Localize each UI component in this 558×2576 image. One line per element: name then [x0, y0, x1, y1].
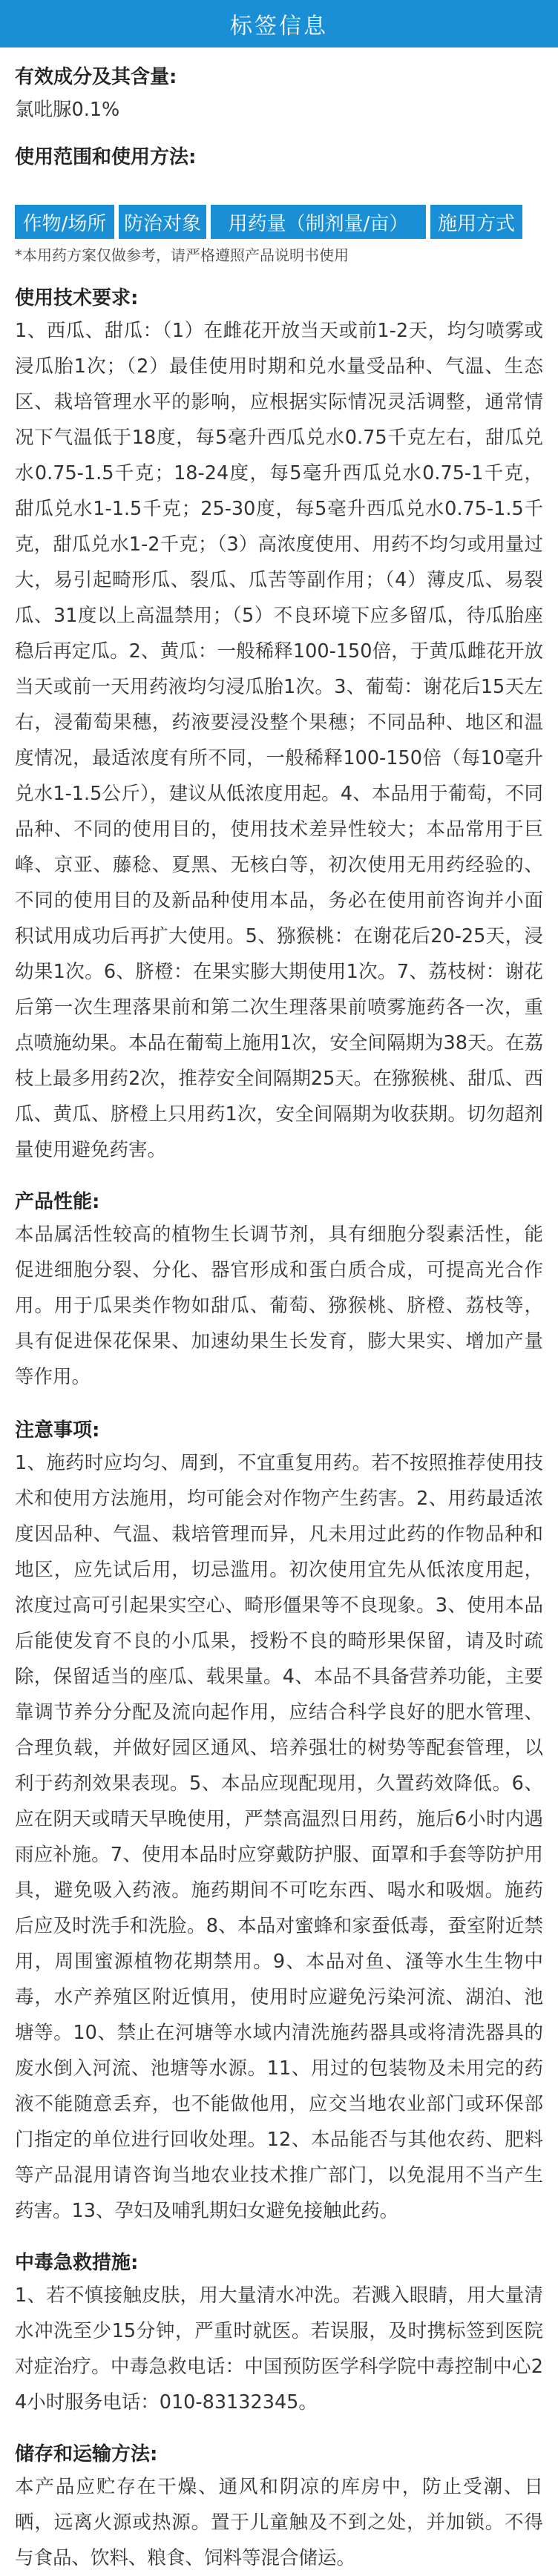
content — [0, 62, 558, 2576]
page-title: 标签信息 — [230, 13, 328, 39]
section-storage-transport — [15, 2439, 543, 2576]
active-ingredient-value: 氯吡脲0.1% — [15, 99, 120, 121]
usage-scope-heading: 使用范围和使用方法: — [15, 146, 197, 168]
usage-table-header — [15, 205, 543, 239]
storage-transport-text: 本产品应贮存在干燥、通风和阴凉的库房中，防止受潮、日晒，远离火源或热源。置于儿童触及不到之处，并加锁。不得与食品、饮料、粮食、饲料等混合储运。 — [15, 2476, 543, 2569]
section-active-ingredient — [15, 62, 543, 128]
usage-header-crop: 作物/场所 — [15, 205, 114, 239]
poisoning-first-aid-heading: 中毒急救措施: — [15, 2252, 139, 2274]
technical-requirements-text: 1、西瓜、甜瓜：（1）在雌花开放当天或前1-2天，均匀喷雾或浸瓜胎1次；（2）最佳使用时期和兑水量受品种、气温、生态区、栽培管理水平的影响，应根据实际情况灵活调整，通常情况下气温低于18度，每5毫升西瓜兑水0.75千克左右，甜瓜兑水0.75-1.5千克；18-24度，每5毫升西瓜兑水0.75-1千克，甜瓜兑水1-1.5千克；25-30度，每5毫升西瓜兑水0.75-1.5千克，甜瓜兑水1-2千克；（3）高浓度使用、用药不均匀或用量过大，易引起畸形瓜、裂瓜、瓜苦等副作用；（4）薄皮瓜、易裂瓜、31度以上高温禁用；（5）不良环境下应多留瓜，待瓜胎座稳后再定瓜。2、黄瓜：一般稀释100-150倍，于黄瓜雌花开放当天或前一天用药液均匀浸瓜胎1次。3、葡萄：谢花后15天左右，浸葡萄果穗，药液要浸没整个果穗；不同品种、地区和温度情况，最适浓度有所不同，一般稀释100-150倍（每10毫升兑水1-1.5公斤），建议从低浓度用起。4、本品用于葡萄，不同品种、不同的使用目的，使用技术差异性较大；本品常用于巨峰、京亚、藤稔、夏黑、无核白等，初次使用无用药经验的、不同的使用目的及新品种使用本品，务必在使用前咨询并小面积试用成功后再扩大使用。5、猕猴桃：在谢花后20-25天，浸幼果1次。6、脐橙：在果实膨大期使用1次。7、荔枝树：谢花后第一次生理落果前和第二次生理落果前喷雾施药各一次，重点喷施幼果。本品在葡萄上施用1次，安全间隔期为38天。在荔枝上最多用药2次，推荐安全间隔期25天。在猕猴桃、甜瓜、西瓜、黄瓜、脐橙上只用药1次，安全间隔期为收获期。切勿超剂量使用避免药害。 — [15, 320, 543, 1161]
usage-header-dosage: 用药量（制剂量/亩） — [211, 205, 426, 239]
section-usage-scope — [15, 142, 543, 269]
active-ingredient-heading: 有效成分及其含量: — [15, 66, 177, 88]
storage-transport-heading: 储存和运输方法: — [15, 2443, 158, 2465]
section-technical-requirements — [15, 283, 543, 1168]
section-poisoning-first-aid — [15, 2248, 543, 2420]
header-bar — [0, 0, 558, 47]
product-performance-heading: 产品性能: — [15, 1191, 100, 1213]
usage-note: *本用药方案仅做参考，请严格遵照产品说明书使用 — [15, 246, 349, 264]
section-precautions — [15, 1416, 543, 2229]
technical-requirements-heading: 使用技术要求: — [15, 287, 139, 309]
precautions-heading: 注意事项: — [15, 1419, 100, 1442]
usage-header-method: 施用方式 — [430, 205, 522, 239]
section-product-performance — [15, 1187, 543, 1395]
product-performance-text: 本品属活性较高的植物生长调节剂，具有细胞分裂素活性，能促进细胞分裂、分化、器官形成和蛋白质合成，可提高光合作用。用于瓜果类作物如甜瓜、葡萄、猕猴桃、脐橙、荔枝等，具有促进保花保果、加速幼果生长发育，膨大果实、增加产量等作用。 — [15, 1223, 543, 1388]
precautions-text: 1、施药时应均匀、周到，不宜重复用药。若不按照推荐使用技术和使用方法施用，均可能会对作物产生药害。2、用药最适浓度因品种、气温、栽培管理而异，凡未用过此药的作物品种和地区，应先试后用，切忌滥用。初次使用宜先从低浓度用起，浓度过高可引起果实空心、畸形僵果等不良现象。3、使用本品后能使发育不良的小瓜果，授粉不良的畸形果保留，请及时疏除，保留适当的座瓜、载果量。4、本品不具备营养功能，主要靠调节养分分配及流向起作用，应结合科学良好的肥水管理、合理负载，并做好园区通风、培养强壮的树势等配套管理，以利于药剂效果表现。5、本品应现配现用，久置药效降低。6、应在阴天或晴天早晚使用，严禁高温烈日用药，施后6小时内遇雨应补施。7、使用本品时应穿戴防护服、面罩和手套等防护用具，避免吸入药液。施药期间不可吃东西、喝水和吸烟。施药后应及时洗手和洗脸。8、本品对蜜蜂和家蚕低毒，蚕室附近禁用，周围蜜源植物花期禁用。9、本品对鱼、溞等水生生物中毒，水产养殖区附近慎用，使用时应避免污染河流、湖泊、池塘等。10、禁止在河塘等水域内清洗施药器具或将清洗器具的废水倒入河流、池塘等水源。11、用过的包装物及未用完的药液不能随意丢弃，也不能做他用，应交当地农业部门或环保部门指定的单位进行回收处理。12、本品能否与其他农药、肥料等产品混用请咨询当地农业技术推广部门，以免混用不当产生药害。13、孕妇及哺乳期妇女避免接触此药。 — [15, 1452, 543, 2222]
poisoning-first-aid-text: 1、若不慎接触皮肤，用大量清水冲洗。若溅入眼睛，用大量清水冲洗至少15分钟，严重时就医。若误服，及时携标签到医院对症治疗。中毒急救电话：中国预防医学科学院中毒控制中心24小时服务电话：010-83132345。 — [15, 2284, 543, 2414]
usage-header-target: 防治对象 — [119, 205, 206, 239]
